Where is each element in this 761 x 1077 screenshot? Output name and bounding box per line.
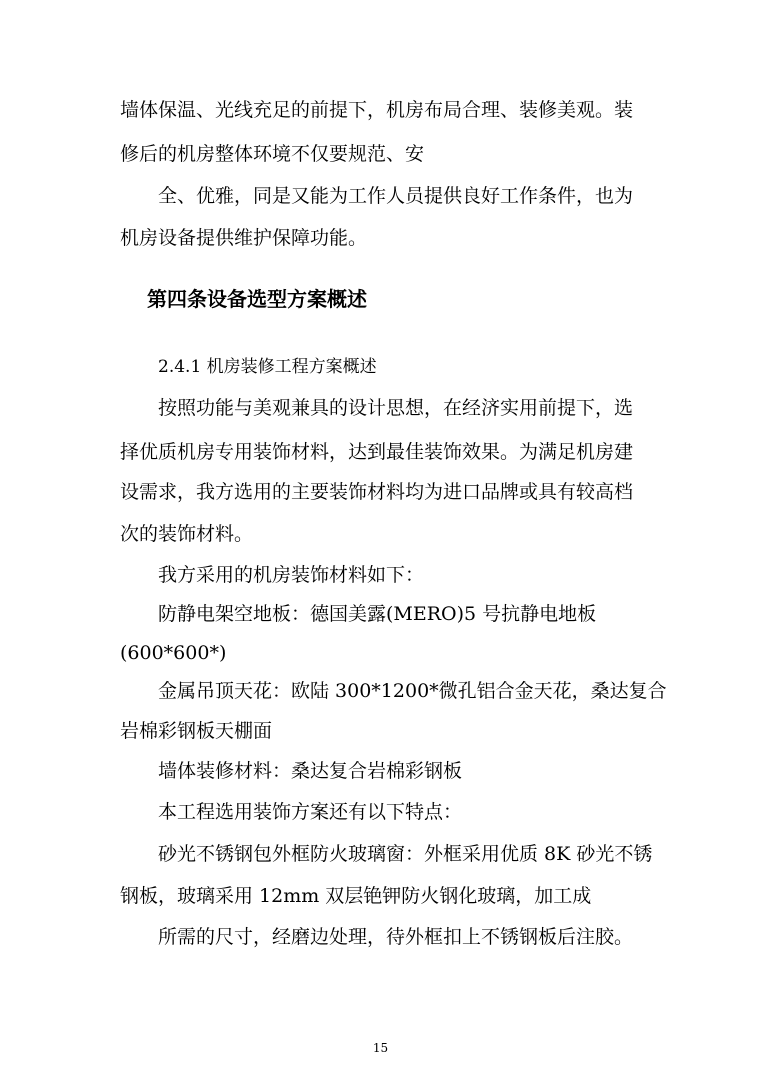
body-line-4: 机房设备提供维护保障功能。 xyxy=(120,227,368,249)
paragraph-line-11: 本工程选用装饰方案还有以下特点： xyxy=(158,801,463,823)
paragraph-line-8: 金属吊顶天花：欧陆 300*1200*微孔铝合金天花，桑达复合 xyxy=(158,680,667,702)
paragraph-line-1: 按照功能与美观兼具的设计思想，在经济实用前提下，选 xyxy=(158,397,634,419)
paragraph-line-5: 我方采用的机房装饰材料如下： xyxy=(158,564,425,586)
body-line-1: 墙体保温、光线充足的前提下，机房布局合理、装修美观。装 xyxy=(120,99,634,121)
paragraph-line-13: 钢板，玻璃采用 12mm 双层铯钾防火钢化玻璃，加工成 xyxy=(120,885,592,907)
paragraph-line-6: 防静电架空地板：德国美露(MERO)5 号抗静电地板 xyxy=(158,603,597,625)
paragraph-line-14: 所需的尺寸，经磨边处理，待外框扣上不锈钢板后注胶。 xyxy=(158,926,634,948)
paragraph-line-2: 择优质机房专用装饰材料，达到最佳装饰效果。为满足机房建 xyxy=(120,441,634,463)
section-heading: 第四条设备选型方案概述 xyxy=(147,287,367,311)
body-line-2: 修后的机房整体环境不仅要规范、安 xyxy=(120,143,425,165)
paragraph-line-7: (600*600*) xyxy=(120,642,227,664)
page-number: 15 xyxy=(372,1041,389,1055)
paragraph-line-10: 墙体装修材料：桑达复合岩棉彩钢板 xyxy=(158,760,463,782)
paragraph-line-3: 设需求，我方选用的主要装饰材料均为进口品牌或具有较高档 xyxy=(120,481,634,503)
paragraph-line-9: 岩棉彩钢板天棚面 xyxy=(120,720,273,742)
paragraph-line-12: 砂光不锈钢包外框防火玻璃窗：外框采用优质 8K 砂光不锈 xyxy=(158,843,653,865)
body-line-3: 全、优雅，同是又能为工作人员提供良好工作条件，也为 xyxy=(158,185,634,207)
paragraph-line-4: 次的装饰材料。 xyxy=(120,523,254,545)
subsection-heading: 2.4.1 机房装修工程方案概述 xyxy=(158,357,377,377)
